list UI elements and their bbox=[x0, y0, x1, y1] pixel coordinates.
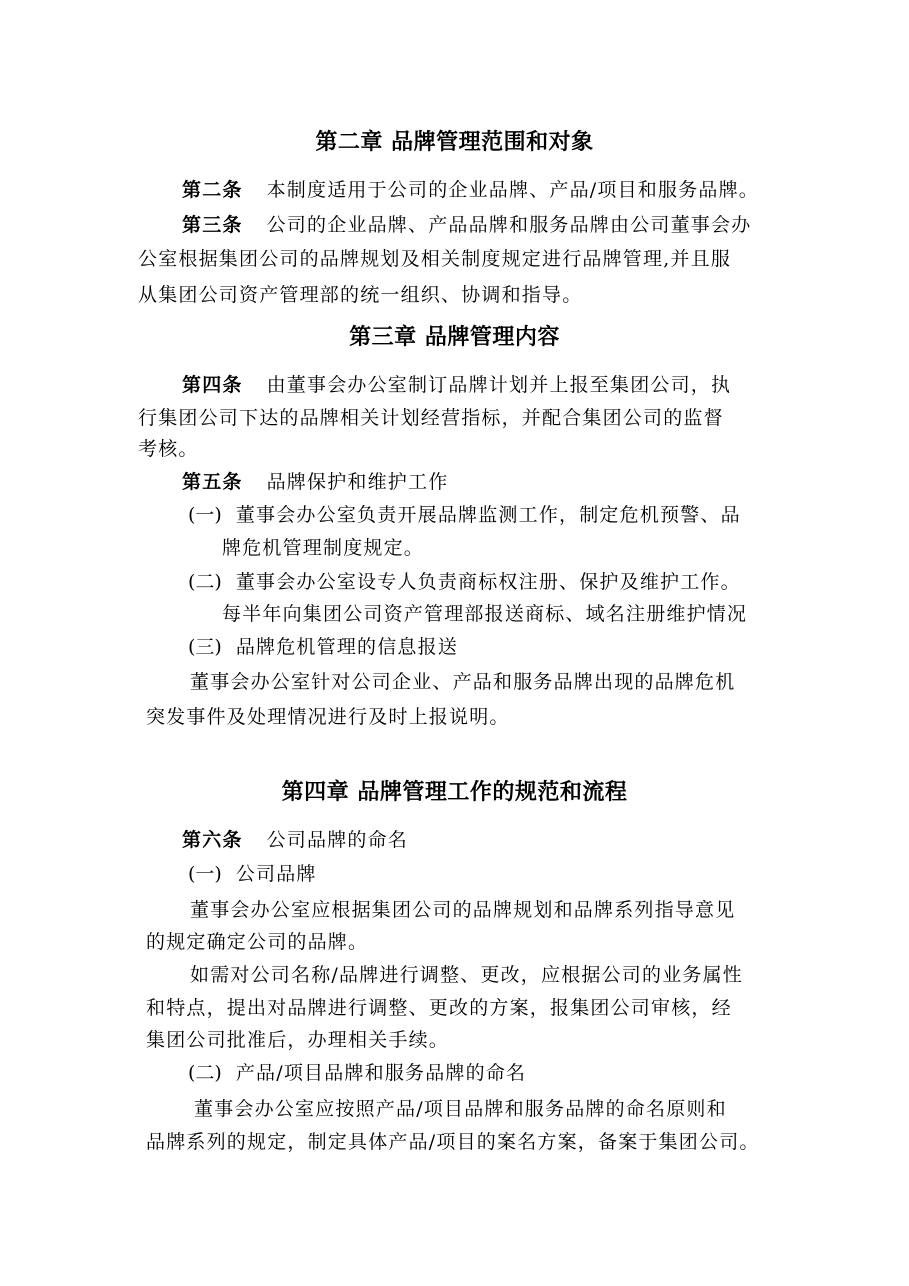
item-number: (二) bbox=[188, 1062, 222, 1084]
item-text: 品牌危机管理的信息报送 bbox=[235, 636, 459, 658]
article-5-item-1-cont: 牌危机管理制度规定。 bbox=[222, 537, 425, 559]
article-5-item-3 bbox=[188, 634, 458, 660]
article-5 bbox=[182, 469, 448, 495]
article-6-p1-line2: 的规定确定公司的品牌。 bbox=[146, 931, 369, 953]
item-text: 公司品牌 bbox=[235, 863, 317, 885]
article-6-p3-line1: 董事会办公室应按照产品/项目品牌和服务品牌的命名原则和 bbox=[194, 1098, 727, 1120]
article-2-label: 第二条 bbox=[182, 179, 243, 201]
article-4-line1: 由董事会办公室制订品牌计划并上报至集团公司，执 bbox=[266, 374, 732, 396]
article-3-line2: 公室根据集团公司的品牌规划及相关制度规定进行品牌管理,并且服 bbox=[138, 248, 732, 270]
article-3-line3: 从集团公司资产管理部的统一组织、协调和指导。 bbox=[138, 284, 583, 306]
article-2-text: 本制度适用于公司的企业品牌、产品/项目和服务品牌。 bbox=[266, 179, 760, 201]
item-number: (二) bbox=[188, 571, 222, 593]
article-6-text: 公司品牌的命名 bbox=[266, 829, 409, 851]
item-number: (一) bbox=[188, 504, 222, 526]
item-text: 董事会办公室设专人负责商标权注册、保护及维护工作。 bbox=[235, 571, 741, 593]
article-4-line3: 考核。 bbox=[138, 438, 199, 460]
article-6-item-1 bbox=[188, 861, 317, 887]
article-3-label: 第三条 bbox=[182, 214, 243, 236]
item-text: 董事会办公室负责开展品牌监测工作，制定危机预警、品 bbox=[235, 504, 741, 526]
chapter-4-heading: 第四章 品牌管理工作的规范和流程 bbox=[281, 780, 628, 805]
chapter-3-heading: 第三章 品牌管理内容 bbox=[349, 325, 560, 350]
article-5-item-2-cont: 每半年向集团公司资产管理部报送商标、域名注册维护情况 bbox=[222, 603, 748, 625]
article-5-item-2 bbox=[188, 569, 741, 595]
article-6-label: 第六条 bbox=[182, 829, 243, 851]
article-6-item-2 bbox=[188, 1060, 526, 1086]
article-6-p1-line1: 董事会办公室应根据集团公司的品牌规划和品牌系列指导意见 bbox=[190, 899, 736, 921]
item-number: (三) bbox=[188, 636, 222, 658]
item-number: (一) bbox=[188, 863, 222, 885]
chapter-2-heading: 第二章 品牌管理范围和对象 bbox=[315, 130, 594, 155]
article-5-para-line1: 董事会办公室针对公司企业、产品和服务品牌出现的品牌危机 bbox=[190, 671, 736, 693]
article-5-text: 品牌保护和维护工作 bbox=[266, 471, 449, 493]
article-3 bbox=[182, 212, 751, 238]
article-5-para-line2: 突发事件及处理情况进行及时上报说明。 bbox=[146, 706, 510, 728]
article-5-label: 第五条 bbox=[182, 471, 243, 493]
article-4 bbox=[182, 372, 731, 398]
article-5-item-1 bbox=[188, 502, 741, 528]
article-4-line2: 行集团公司下达的品牌相关计划经营指标，并配合集团公司的监督 bbox=[138, 407, 724, 429]
article-6-p2-line1: 如需对公司名称/品牌进行调整、更改，应根据公司的业务属性 bbox=[190, 964, 744, 986]
article-2 bbox=[182, 177, 759, 203]
article-6-p2-line3: 集团公司批准后，办理相关手续。 bbox=[146, 1029, 450, 1051]
article-6-p3-line2: 品牌系列的规定，制定具体产品/项目的案名方案，备案于集团公司。 bbox=[146, 1131, 760, 1153]
article-4-label: 第四条 bbox=[182, 374, 243, 396]
item-text: 产品/项目品牌和服务品牌的命名 bbox=[235, 1062, 527, 1084]
article-6 bbox=[182, 827, 408, 853]
article-6-p2-line2: 和特点，提出对品牌进行调整、更改的方案，报集团公司审核，经 bbox=[146, 997, 732, 1019]
article-3-line1: 公司的企业品牌、产品品牌和服务品牌由公司董事会办 bbox=[266, 214, 752, 236]
